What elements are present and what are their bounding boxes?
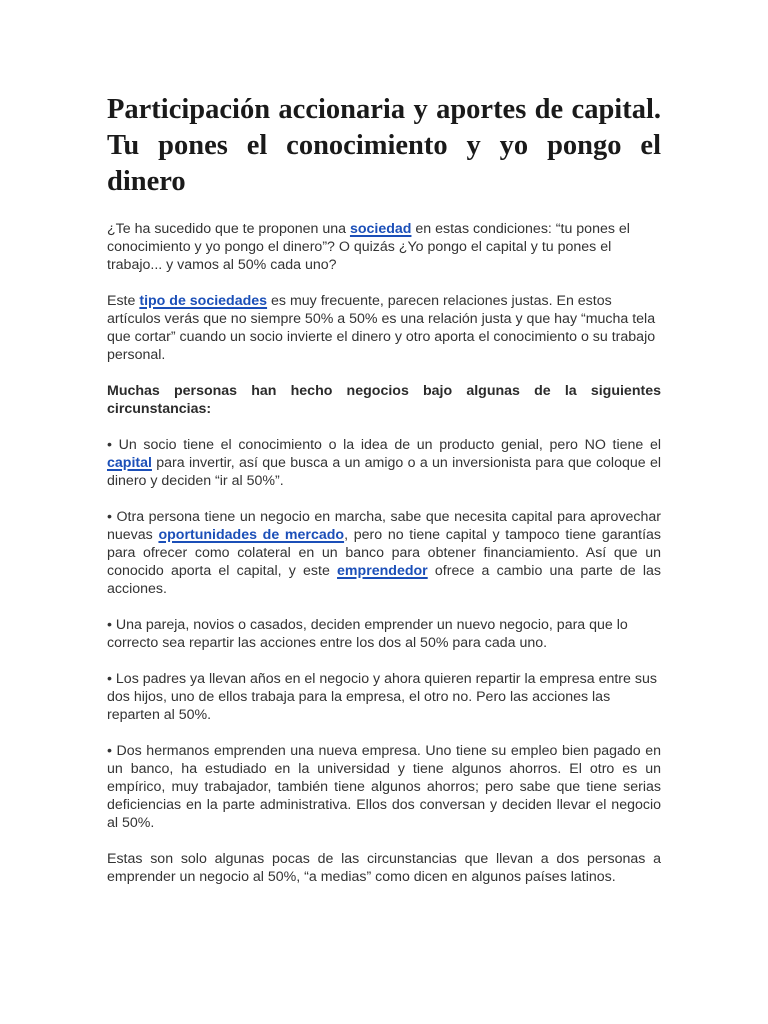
paragraph-text: , pero no tiene capital y tampoco tiene garantías para ofrecer como colateral en un banco para obtener financiamiento. Así que un conocido aporta el capital, y este [107, 527, 661, 579]
link-emprendedor[interactable]: emprendedor [337, 563, 428, 579]
bullet-pareja: • Una pareja, novios o casados, deciden emprender un nuevo negocio, para que lo correcto sea repartir las acciones entre los dos al 50% para cada uno. [107, 617, 628, 651]
link-sociedad[interactable]: sociedad [349, 221, 412, 237]
paragraph-text: • Otra persona tiene un negocio en marcha, sabe que necesita capital para aprovechar nuevas [107, 509, 661, 543]
link-tipo-de-sociedades[interactable]: tipo de sociedades [139, 293, 268, 309]
bullet-socio-conocimiento [107, 436, 661, 490]
bullet-padres: • Los padres ya llevan años en el negocio y ahora quieren repartir la empresa entre sus dos hijos, uno de ellos trabaja para la empresa, el otro no. Pero las acciones las reparten al 50%. [107, 671, 657, 723]
paragraph-text: ¿Te ha sucedido que te proponen una [107, 221, 350, 237]
paragraph-text: • Un socio tiene el conocimiento o la idea de un producto genial, pero NO tiene el [107, 437, 661, 453]
paragraph-tipo-sociedades [107, 292, 661, 364]
paragraph-text: para invertir, así que busca a un amigo o a un inversionista para que coloque el dinero y deciden “ir al 50%”. [107, 455, 661, 489]
paragraph-text: en estas condiciones: “tu pones el conocimiento y yo pongo el dinero”? O quizás ¿Yo pongo el capital y tu pones el trabajo... y vamos al 50% cada uno? [107, 221, 630, 273]
article-title: Participación accionaria y aportes de capital. Tu pones el conocimiento y yo pongo el dinero [107, 94, 661, 197]
bullet-hermanos: • Dos hermanos emprenden una nueva empresa. Uno tiene su empleo bien pagado en un banco, ha estudiado en la universidad y tiene algunos ahorros. El otro es un empírico, muy trabajador, también tiene algunos ahorros; pero sabe que tiene serias deficiencias en la parte administrativa. Ellos dos conversan y deciden llevar el negocio al 50%. [107, 743, 661, 831]
link-capital[interactable]: capital [107, 455, 152, 471]
paragraph-text: es muy frecuente, parecen relaciones justas. En estos artículos verás que no siempre 50% a 50% es una relación justa y que hay “mucha tela que cortar” cuando un socio invierte el dinero y otro aporta el conocimiento o su trabajo personal. [107, 293, 656, 363]
paragraph-circunstancias-heading: Muchas personas han hecho negocios bajo algunas de la siguientes circunstancias: [107, 383, 661, 417]
link-oportunidades-de-mercado[interactable]: oportunidades de mercado [158, 527, 345, 543]
paragraph-text: ofrece a cambio una parte de las acciones. [107, 563, 662, 597]
document-page [107, 92, 661, 904]
paragraph-conclusion: Estas son solo algunas pocas de las circunstancias que llevan a dos personas a emprender un negocio al 50%, “a medias” como dicen en algunos países latinos. [107, 851, 661, 885]
paragraph-text: Este [107, 293, 140, 309]
paragraph-intro [107, 220, 661, 274]
bullet-negocio-en-marcha [107, 508, 661, 598]
